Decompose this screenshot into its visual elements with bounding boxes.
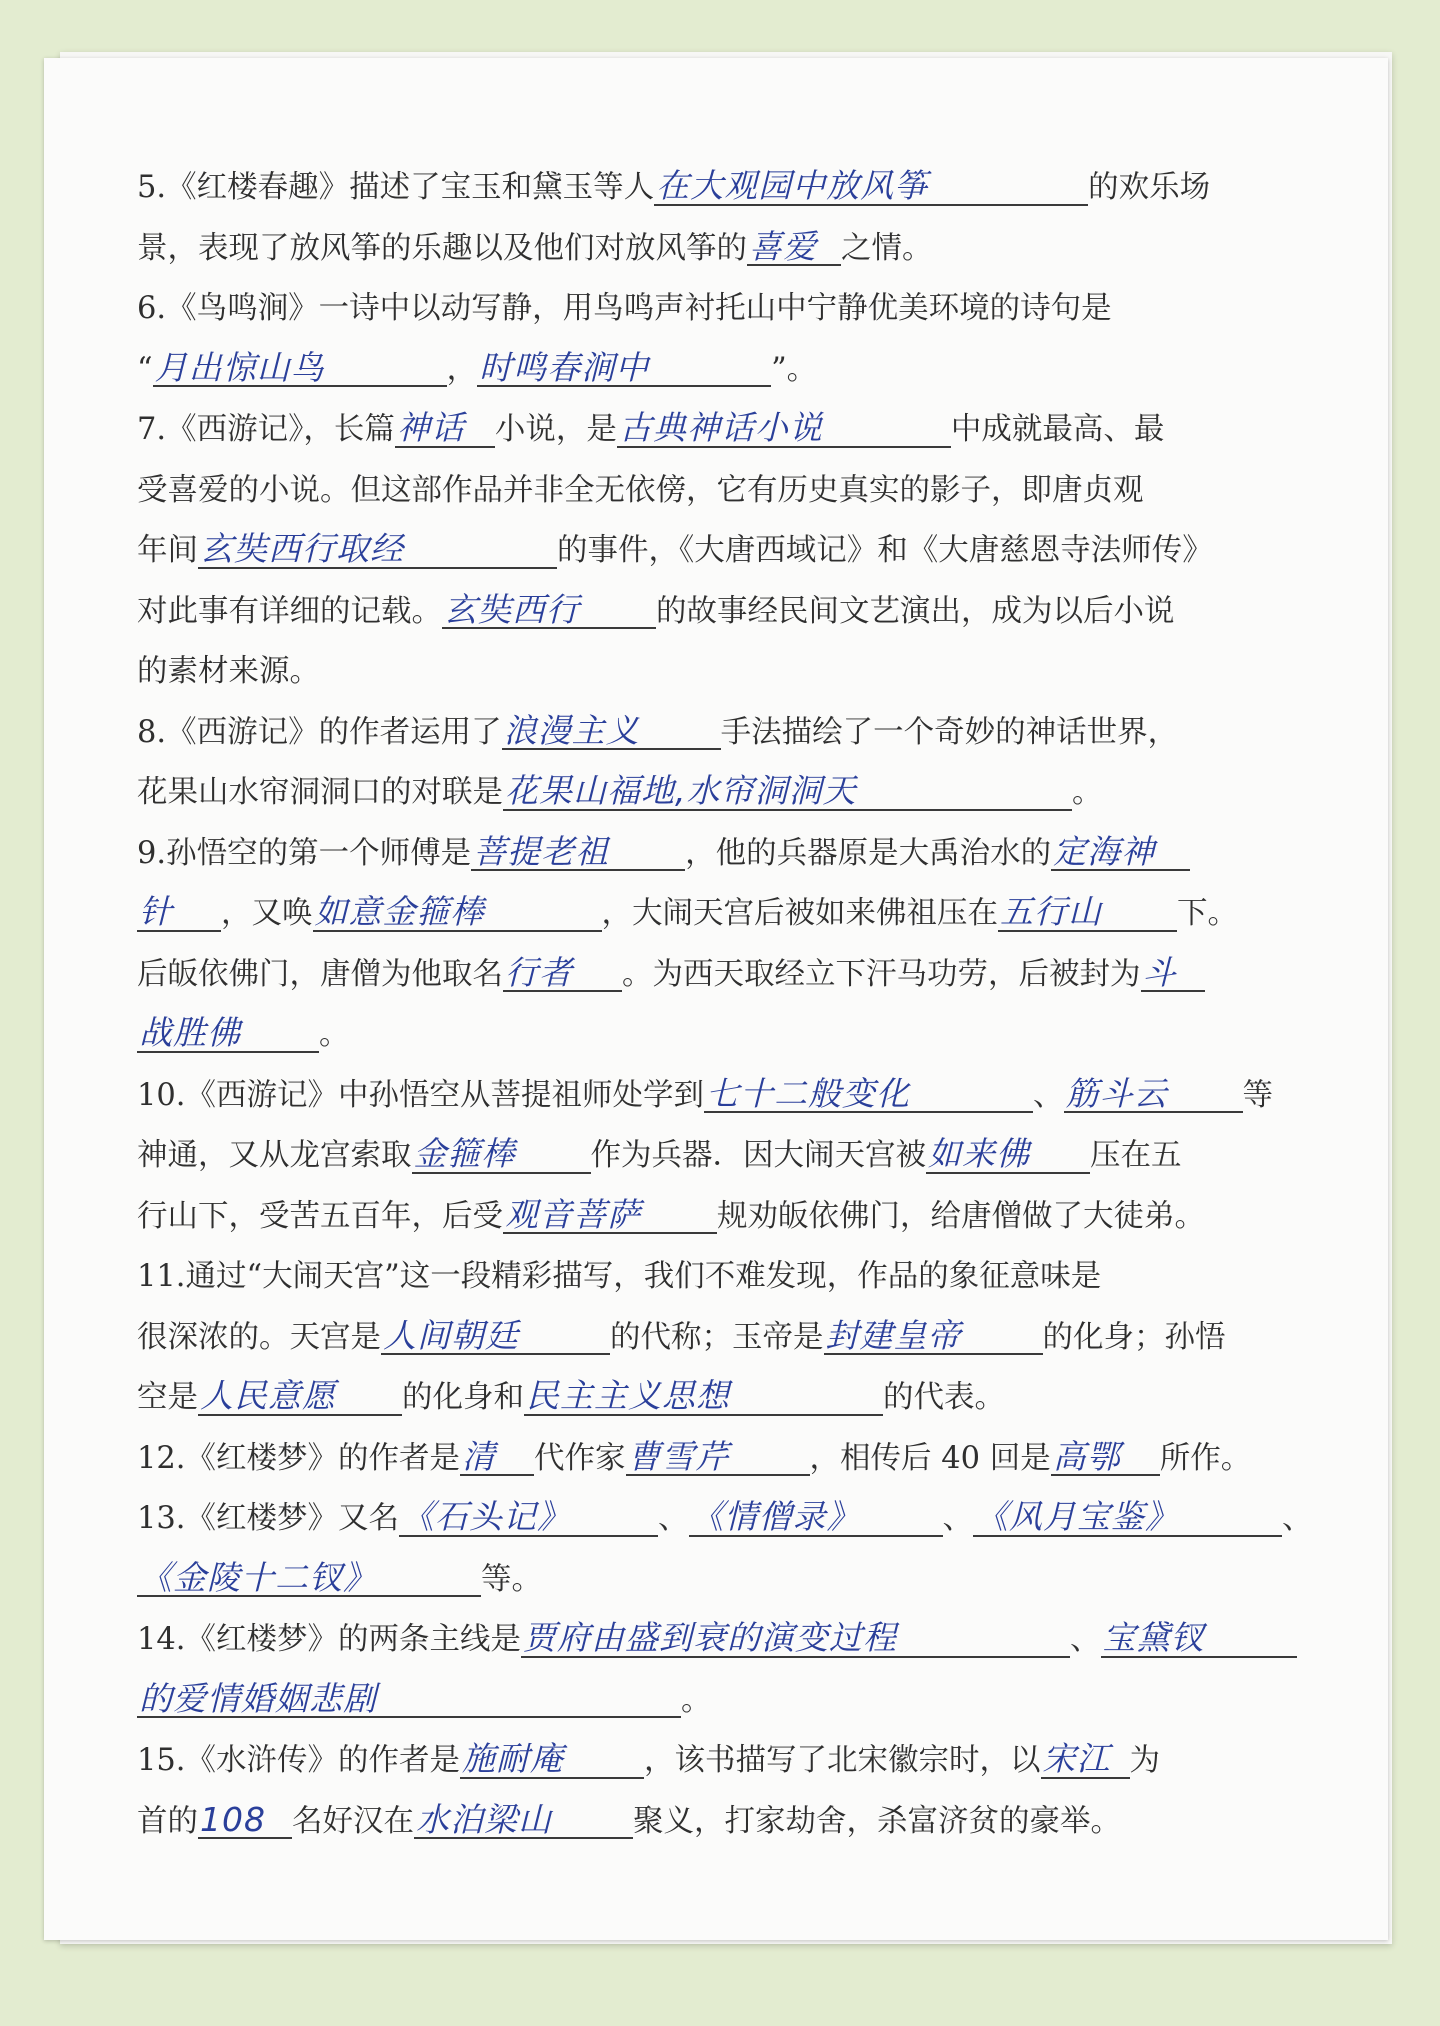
- question-text: 很深浓的。天宫是: [137, 1319, 381, 1355]
- worksheet-line: [137, 1126, 1312, 1187]
- question-text: 对此事有详细的记载。: [137, 593, 442, 629]
- question-text: 下。: [1177, 896, 1238, 931]
- question-text: 。: [681, 1682, 712, 1718]
- question-text: 、: [1070, 1622, 1101, 1657]
- question-text: 9.孙悟空的第一个师傅是: [137, 835, 472, 871]
- question-text: 。为西天取经立下汗马功劳，后被封为: [622, 956, 1141, 992]
- question-text: 的化身和: [402, 1380, 524, 1415]
- question-text: 为: [1129, 1743, 1161, 1778]
- handwritten-answer: 神话: [395, 411, 495, 448]
- handwritten-answer: 玄奘西行取经: [198, 532, 557, 569]
- handwritten-answer: 浪漫主义: [502, 714, 721, 751]
- question-text: 手法描绘了一个奇妙的神话世界，: [720, 714, 1179, 750]
- handwritten-answer: 曹雪芹: [626, 1440, 810, 1477]
- handwritten-answer: 如意金箍棒: [313, 895, 602, 932]
- question-text: ，该书描写了北宋徽宗时，以: [644, 1743, 1041, 1778]
- worksheet-line: [137, 582, 1312, 643]
- worksheet-line: [137, 1247, 1312, 1308]
- handwritten-answer: 人间朝廷: [381, 1319, 610, 1356]
- handwritten-answer: 108: [198, 1803, 292, 1840]
- handwritten-answer: 古典神话小说: [617, 411, 951, 448]
- handwritten-answer: 《金陵十二钗》: [137, 1561, 481, 1598]
- worksheet-line: [137, 1368, 1312, 1429]
- worksheet-line: [137, 763, 1312, 824]
- worksheet-line: [137, 400, 1312, 461]
- question-text: 的故事经民间文艺演出，成为以后小说: [656, 593, 1175, 629]
- worksheet-line: [137, 824, 1312, 885]
- question-text: 的素材来源。: [137, 654, 320, 689]
- handwritten-answer: 金箍棒: [412, 1137, 591, 1174]
- question-text: 5.《红楼春趣》描述了宝玉和黛玉等人: [137, 170, 655, 205]
- worksheet-line: [137, 1792, 1312, 1853]
- question-text: 的代称；玉帝是: [610, 1319, 824, 1355]
- question-text: 之情。: [841, 230, 933, 266]
- question-text: 作为兵器．因大闹天宫被: [590, 1138, 926, 1173]
- question-text: 后皈依佛门，唐僧为他取名: [137, 956, 503, 992]
- handwritten-answer: 高鄂: [1051, 1440, 1160, 1477]
- question-text: ，大闹天宫后被如来佛祖压在: [601, 896, 998, 931]
- question-text: 的代表。: [883, 1380, 1005, 1415]
- handwritten-answer: 筋斗云: [1064, 1077, 1243, 1114]
- worksheet-line: [137, 1731, 1312, 1792]
- worksheet-line: [137, 219, 1312, 280]
- question-text: 年间: [137, 533, 198, 568]
- worksheet-line: [137, 1610, 1312, 1671]
- question-text: 、: [942, 1501, 974, 1536]
- handwritten-answer: 宝黛钗: [1101, 1621, 1297, 1658]
- handwritten-answer: 的爱情婚姻悲剧: [137, 1682, 681, 1719]
- handwritten-answer: 七十二般变化: [704, 1077, 1033, 1114]
- question-text: 所作。: [1159, 1440, 1252, 1476]
- worksheet-line: [137, 158, 1312, 219]
- handwritten-answer: 行者: [503, 956, 622, 993]
- worksheet-line: [137, 1308, 1312, 1369]
- question-text: ，: [446, 351, 478, 387]
- question-text: 、: [658, 1501, 689, 1536]
- worksheet-line: [137, 884, 1312, 945]
- question-text: 神通，又从龙宫索取: [137, 1138, 412, 1173]
- handwritten-answer: 战胜佛: [137, 1016, 319, 1053]
- question-text: 规劝皈依佛门，给唐僧做了大徒弟。: [717, 1198, 1205, 1234]
- question-text: 首的: [137, 1803, 198, 1839]
- question-text: 15.《水浒传》的作者是: [137, 1743, 461, 1778]
- question-text: ”。: [771, 351, 818, 387]
- question-text: 14.《红楼梦》的两条主线是: [137, 1622, 522, 1657]
- handwritten-answer: 封建皇帝: [824, 1319, 1043, 1356]
- question-text: 。: [1072, 775, 1103, 810]
- question-text: “: [137, 351, 153, 387]
- question-text: 等。: [481, 1561, 542, 1597]
- worksheet-line: [137, 642, 1312, 703]
- question-text: 。: [319, 1017, 350, 1052]
- question-text: 行山下，受苦五百年，后受: [137, 1198, 503, 1234]
- question-text: 13.《红楼梦》又名: [137, 1501, 400, 1536]
- handwritten-answer: 施耐庵: [460, 1742, 644, 1779]
- worksheet-line: [137, 521, 1312, 582]
- worksheet-line: [137, 1066, 1312, 1127]
- question-text: ，他的兵器原是大禹治水的: [685, 835, 1052, 871]
- question-text: 11.通过“大闹天宫”这一段精彩描写，我们不难发现，作品的象征意味是: [137, 1259, 1102, 1294]
- question-text: 受喜爱的小说。但这部作品并非全无依傍，它有历史真实的影子，即唐贞观: [137, 472, 1144, 508]
- question-text: 花果山水帘洞洞口的对联是: [137, 775, 503, 810]
- handwritten-answer: 喜爱: [747, 230, 841, 267]
- handwritten-answer: 清: [460, 1440, 534, 1477]
- worksheet-line: [137, 340, 1312, 401]
- question-text: 中成就最高、最: [950, 412, 1165, 447]
- question-text: 的化身；孙悟: [1042, 1319, 1226, 1355]
- question-text: 代作家: [534, 1440, 626, 1476]
- handwritten-answer: 民主主义思想: [524, 1379, 883, 1416]
- question-text: 的事件，《大唐西域记》和《大唐慈恩寺法师传》: [557, 533, 1213, 568]
- worksheet-line: [137, 1550, 1312, 1611]
- handwritten-answer: 月出惊山鸟: [153, 351, 447, 388]
- handwritten-answer: 针: [137, 895, 221, 932]
- question-text: 聚义，打家劫舍，杀富济贫的豪举。: [633, 1803, 1121, 1839]
- worksheet-line: [137, 1671, 1312, 1732]
- question-text: 小说，是: [494, 412, 617, 447]
- handwritten-answer: 菩提老祖: [471, 835, 685, 872]
- handwritten-answer: 《石头记》: [399, 1500, 658, 1537]
- worksheet-line: [137, 1187, 1312, 1248]
- question-text: 8.《西游记》的作者运用了: [137, 714, 502, 750]
- handwritten-answer: 人民意愿: [198, 1379, 402, 1416]
- worksheet-line: [137, 279, 1312, 340]
- question-text: 6.《鸟鸣涧》一诗中以动写静，用鸟鸣声衬托山中宁静优美环境的诗句是: [137, 291, 1112, 326]
- worksheet-line: [137, 703, 1312, 764]
- question-text: 、: [1282, 1501, 1313, 1536]
- worksheet-line: [137, 1489, 1312, 1550]
- worksheet-line: [137, 461, 1312, 522]
- handwritten-answer: 如来佛: [926, 1137, 1090, 1174]
- question-text: 压在五: [1090, 1138, 1182, 1173]
- question-text: 等: [1242, 1077, 1274, 1113]
- worksheet-line: [137, 1429, 1312, 1490]
- question-text: 的欢乐场: [1088, 170, 1211, 205]
- question-text: 、: [1033, 1077, 1064, 1113]
- handwritten-answer: 定海神: [1051, 835, 1190, 872]
- handwritten-answer: 在大观园中放风筝: [654, 169, 1088, 206]
- handwritten-answer: 五行山: [998, 895, 1177, 932]
- question-text: 7.《西游记》，长篇: [137, 412, 395, 447]
- handwritten-answer: 观音菩萨: [503, 1198, 717, 1235]
- handwritten-answer: 花果山福地,水帘洞洞天: [503, 774, 1072, 811]
- handwritten-answer: 《风月宝鉴》: [973, 1500, 1282, 1537]
- question-text: ，又唤: [221, 896, 313, 931]
- question-text: ，相传后 40 回是: [809, 1440, 1051, 1476]
- worksheet-line: [137, 945, 1312, 1006]
- handwritten-answer: 宋江: [1041, 1742, 1130, 1779]
- question-text: 12.《红楼梦》的作者是: [137, 1440, 461, 1476]
- worksheet-line: [137, 1005, 1312, 1066]
- worksheet-content: [137, 158, 1312, 1852]
- question-text: 景，表现了放风筝的乐趣以及他们对放风筝的: [137, 230, 747, 266]
- handwritten-answer: 玄奘西行: [442, 593, 656, 630]
- handwritten-answer: 斗: [1141, 956, 1205, 993]
- question-text: 10.《西游记》中孙悟空从菩提祖师处学到: [137, 1077, 705, 1113]
- question-text: 空是: [137, 1380, 198, 1415]
- handwritten-answer: 《情僧录》: [689, 1500, 943, 1537]
- question-text: 名好汉在: [292, 1803, 414, 1839]
- handwritten-answer: 时鸣春涧中: [477, 351, 771, 388]
- handwritten-answer: 贾府由盛到衰的演变过程: [521, 1621, 1070, 1658]
- handwritten-answer: 水泊梁山: [414, 1803, 633, 1840]
